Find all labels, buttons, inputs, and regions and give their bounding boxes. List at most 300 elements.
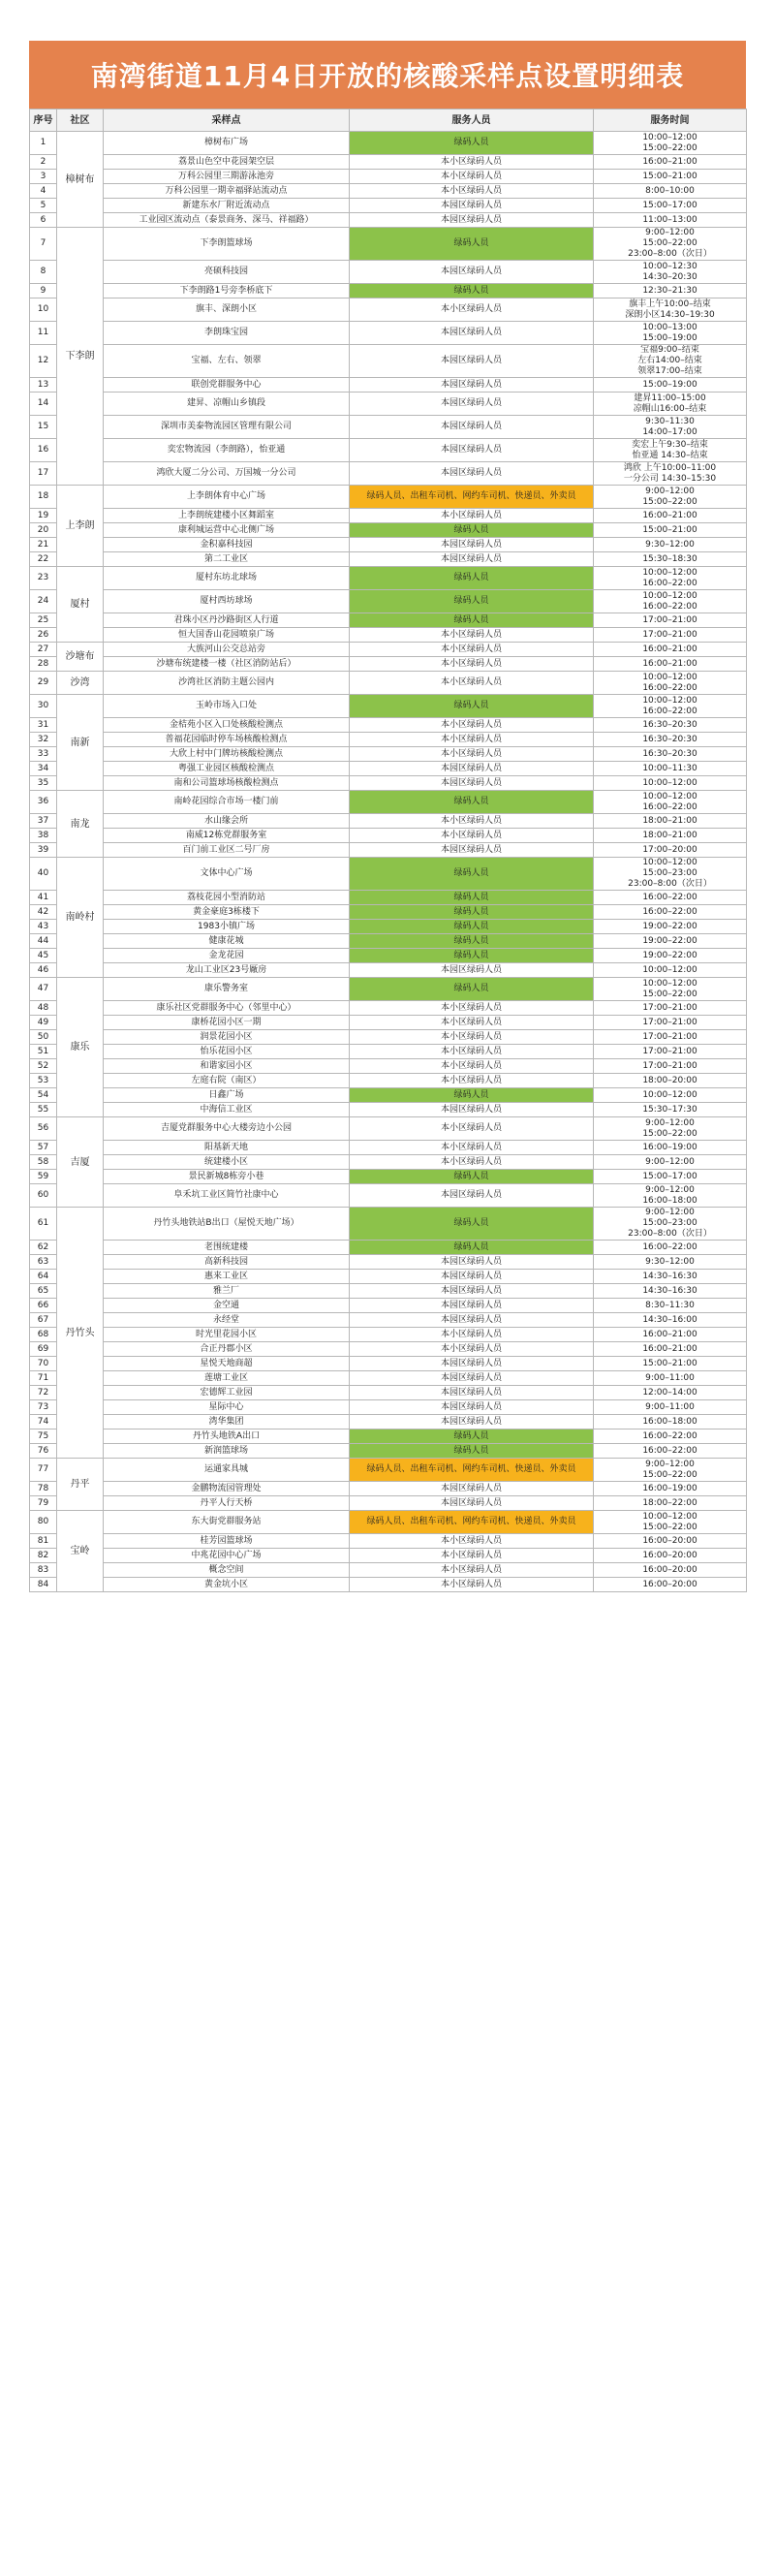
site-cell: 惠来工业区 xyxy=(104,1270,350,1284)
site-cell: 康桥花园小区一期 xyxy=(104,1016,350,1030)
table-row xyxy=(30,1284,747,1299)
time-cell: 16:00–18:00 xyxy=(594,1415,747,1429)
site-cell: 阜禾坑工业区简竹社康中心 xyxy=(104,1184,350,1208)
table-row xyxy=(30,1045,747,1059)
site-cell: 康乐警务室 xyxy=(104,978,350,1001)
time-cell: 19:00–22:00 xyxy=(594,934,747,949)
staff-cell: 本小区绿码人员 xyxy=(350,1155,594,1170)
site-cell: 永经堂 xyxy=(104,1313,350,1328)
site-cell: 樟树布广场 xyxy=(104,132,350,155)
time-cell: 9:00–12:00 xyxy=(594,1155,747,1170)
row-number: 17 xyxy=(30,462,57,486)
row-number: 27 xyxy=(30,643,57,657)
table-row xyxy=(30,1459,747,1482)
staff-cell: 绿码人员 xyxy=(350,1429,594,1444)
table-row xyxy=(30,1103,747,1117)
time-cell: 18:00–22:00 xyxy=(594,1496,747,1511)
table-row xyxy=(30,1578,747,1592)
time-cell: 15:00–21:00 xyxy=(594,1357,747,1371)
time-cell: 16:00–20:00 xyxy=(594,1578,747,1592)
community-cell: 康乐 xyxy=(57,978,104,1117)
table-row xyxy=(30,920,747,934)
row-number: 57 xyxy=(30,1141,57,1155)
staff-cell: 本小区绿码人员 xyxy=(350,1074,594,1088)
site-cell: 普福花园临时停车场核酸检测点 xyxy=(104,733,350,747)
row-number: 35 xyxy=(30,776,57,791)
table-row xyxy=(30,155,747,170)
site-cell: 荔景山色空中花园架空层 xyxy=(104,155,350,170)
staff-cell: 本小区绿码人员 xyxy=(350,1563,594,1578)
row-number: 14 xyxy=(30,393,57,416)
table-row xyxy=(30,552,747,567)
time-cell: 16:00–21:00 xyxy=(594,657,747,672)
site-cell: 丹竹头地铁A出口 xyxy=(104,1429,350,1444)
time-cell: 15:30–17:30 xyxy=(594,1103,747,1117)
table-row xyxy=(30,393,747,416)
time-cell: 9:00–12:00 15:00–22:00 xyxy=(594,1117,747,1141)
table-row xyxy=(30,322,747,345)
table-row xyxy=(30,1357,747,1371)
time-cell: 16:00–22:00 xyxy=(594,1429,747,1444)
table-row xyxy=(30,184,747,199)
time-cell: 10:00–12:00 16:00–22:00 xyxy=(594,590,747,613)
site-cell: 建昇、凉帽山乡镇段 xyxy=(104,393,350,416)
staff-cell: 绿码人员 xyxy=(350,567,594,590)
staff-cell: 本小区绿码人员 xyxy=(350,1578,594,1592)
table-row xyxy=(30,1371,747,1386)
table-row xyxy=(30,1270,747,1284)
row-number: 20 xyxy=(30,523,57,538)
site-cell: 星悦天地商超 xyxy=(104,1357,350,1371)
table-row xyxy=(30,378,747,393)
time-cell: 16:00–20:00 xyxy=(594,1563,747,1578)
site-cell: 中海信工业区 xyxy=(104,1103,350,1117)
row-number: 54 xyxy=(30,1088,57,1103)
table-row xyxy=(30,934,747,949)
site-cell: 万科公园里一期幸福驿站流动点 xyxy=(104,184,350,199)
site-cell: 第二工业区 xyxy=(104,552,350,567)
community-cell: 南新 xyxy=(57,695,104,791)
table-row xyxy=(30,1400,747,1415)
time-cell: 10:00–12:00 16:00–22:00 xyxy=(594,672,747,695)
staff-cell: 本园区绿码人员 xyxy=(350,1371,594,1386)
community-cell: 上李朗 xyxy=(57,486,104,567)
site-cell: 统建楼小区 xyxy=(104,1155,350,1170)
site-cell: 工业园区流动点（泰景商务、深马、祥福路） xyxy=(104,213,350,228)
row-number: 81 xyxy=(30,1534,57,1549)
row-number: 62 xyxy=(30,1241,57,1255)
table-row xyxy=(30,791,747,814)
row-number: 58 xyxy=(30,1155,57,1170)
table-row xyxy=(30,905,747,920)
row-number: 41 xyxy=(30,891,57,905)
time-cell: 12:30–21:30 xyxy=(594,284,747,298)
table-row xyxy=(30,1030,747,1045)
table-row xyxy=(30,1059,747,1074)
staff-cell: 本小区绿码人员 xyxy=(350,170,594,184)
staff-cell: 绿码人员 xyxy=(350,590,594,613)
staff-cell: 本园区绿码人员 xyxy=(350,1270,594,1284)
time-cell: 12:00–14:00 xyxy=(594,1386,747,1400)
time-cell: 9:00–12:00 15:00–22:00 23:00–8:00（次日） xyxy=(594,228,747,261)
site-cell: 上李朗统建楼小区舞蹈室 xyxy=(104,509,350,523)
staff-cell: 本小区绿码人员 xyxy=(350,718,594,733)
staff-cell: 本小区绿码人员 xyxy=(350,814,594,829)
staff-cell: 绿码人员 xyxy=(350,949,594,963)
site-cell: 合正丹郡小区 xyxy=(104,1342,350,1357)
staff-cell: 本园区绿码人员 xyxy=(350,1255,594,1270)
staff-cell: 本园区绿码人员 xyxy=(350,1386,594,1400)
staff-cell: 本园区绿码人员 xyxy=(350,213,594,228)
row-number: 11 xyxy=(30,322,57,345)
table-row xyxy=(30,829,747,843)
row-number: 80 xyxy=(30,1511,57,1534)
time-cell: 9:00–12:00 15:00–22:00 xyxy=(594,1459,747,1482)
site-cell: 沙塘布统建楼一楼（社区消防站后） xyxy=(104,657,350,672)
site-cell: 莲塘工业区 xyxy=(104,1371,350,1386)
row-number: 77 xyxy=(30,1459,57,1482)
table-row xyxy=(30,439,747,462)
table-row xyxy=(30,1208,747,1241)
community-cell: 下李朗 xyxy=(57,228,104,486)
row-number: 47 xyxy=(30,978,57,1001)
community-cell: 南龙 xyxy=(57,791,104,858)
row-number: 15 xyxy=(30,416,57,439)
staff-cell: 绿码人员 xyxy=(350,1170,594,1184)
time-cell: 16:00–19:00 xyxy=(594,1482,747,1496)
staff-cell: 本园区绿码人员 xyxy=(350,1496,594,1511)
time-cell: 15:00–21:00 xyxy=(594,523,747,538)
site-cell: 康乐社区党群服务中心（邻里中心） xyxy=(104,1001,350,1016)
site-cell: 文体中心广场 xyxy=(104,858,350,891)
row-number: 13 xyxy=(30,378,57,393)
time-cell: 16:00–21:00 xyxy=(594,155,747,170)
time-cell: 9:00–11:00 xyxy=(594,1371,747,1386)
site-cell: 新建东水厂附近流动点 xyxy=(104,199,350,213)
site-cell: 上李朗体育中心广场 xyxy=(104,486,350,509)
site-cell: 粤强工业园区核酸检测点 xyxy=(104,762,350,776)
staff-cell: 本小区绿码人员 xyxy=(350,1045,594,1059)
time-cell: 15:00–19:00 xyxy=(594,378,747,393)
row-number: 2 xyxy=(30,155,57,170)
row-number: 32 xyxy=(30,733,57,747)
row-number: 65 xyxy=(30,1284,57,1299)
site-cell: 君珠小区丹沙路街区人行道 xyxy=(104,613,350,628)
table-row xyxy=(30,1511,747,1534)
row-number: 33 xyxy=(30,747,57,762)
time-cell: 16:30–20:30 xyxy=(594,718,747,733)
staff-cell: 绿码人员、出租车司机、网约车司机、快递员、外卖员 xyxy=(350,1511,594,1534)
time-cell: 10:00–12:00 16:00–22:00 xyxy=(594,695,747,718)
site-cell: 新润篮球场 xyxy=(104,1444,350,1459)
site-cell: 下李朗路1号旁李桥底下 xyxy=(104,284,350,298)
row-number: 4 xyxy=(30,184,57,199)
time-cell: 11:00–13:00 xyxy=(594,213,747,228)
site-cell: 左庭右院（南区） xyxy=(104,1074,350,1088)
table-row xyxy=(30,416,747,439)
staff-cell: 本园区绿码人员 xyxy=(350,843,594,858)
time-cell: 18:00–21:00 xyxy=(594,814,747,829)
header-time: 服务时间 xyxy=(594,110,747,132)
site-cell: 金积嘉科技园 xyxy=(104,538,350,552)
table-row xyxy=(30,1482,747,1496)
row-number: 6 xyxy=(30,213,57,228)
site-cell: 东大街党群服务站 xyxy=(104,1511,350,1534)
site-cell: 运通家具城 xyxy=(104,1459,350,1482)
row-number: 39 xyxy=(30,843,57,858)
row-number: 69 xyxy=(30,1342,57,1357)
staff-cell: 本园区绿码人员 xyxy=(350,762,594,776)
table-row xyxy=(30,1429,747,1444)
staff-cell: 本小区绿码人员 xyxy=(350,184,594,199)
row-number: 31 xyxy=(30,718,57,733)
time-cell: 19:00–22:00 xyxy=(594,920,747,934)
time-cell: 9:30–12:00 xyxy=(594,1255,747,1270)
table-row xyxy=(30,1074,747,1088)
table-row xyxy=(30,213,747,228)
site-cell: 黄金坑小区 xyxy=(104,1578,350,1592)
time-cell: 10:00–12:00 xyxy=(594,1088,747,1103)
time-cell: 15:30–18:30 xyxy=(594,552,747,567)
table-row xyxy=(30,1001,747,1016)
site-cell: 宝福、左右、领翠 xyxy=(104,345,350,378)
site-cell: 时光里花园小区 xyxy=(104,1328,350,1342)
staff-cell: 本园区绿码人员 xyxy=(350,393,594,416)
header-site: 采样点 xyxy=(104,110,350,132)
site-cell: 大族河山公交总站旁 xyxy=(104,643,350,657)
table-row xyxy=(30,1088,747,1103)
row-number: 64 xyxy=(30,1270,57,1284)
staff-cell: 本小区绿码人员 xyxy=(350,1141,594,1155)
row-number: 60 xyxy=(30,1184,57,1208)
staff-cell: 本小区绿码人员 xyxy=(350,733,594,747)
row-number: 49 xyxy=(30,1016,57,1030)
site-cell: 旗丰、深朗小区 xyxy=(104,298,350,322)
time-cell: 9:00–11:00 xyxy=(594,1400,747,1415)
staff-cell: 绿码人员 xyxy=(350,695,594,718)
time-cell: 10:00–12:30 14:30–20:30 xyxy=(594,261,747,284)
row-number: 34 xyxy=(30,762,57,776)
row-number: 10 xyxy=(30,298,57,322)
staff-cell: 本园区绿码人员 xyxy=(350,963,594,978)
community-cell: 吉厦 xyxy=(57,1117,104,1208)
table-row xyxy=(30,891,747,905)
time-cell: 16:00–21:00 xyxy=(594,509,747,523)
site-cell: 概念空间 xyxy=(104,1563,350,1578)
time-cell: 10:00–12:00 16:00–22:00 xyxy=(594,567,747,590)
site-cell: 南岭花园综合市场一楼门前 xyxy=(104,791,350,814)
table-row xyxy=(30,1313,747,1328)
staff-cell: 绿码人员、出租车司机、网约车司机、快递员、外卖员 xyxy=(350,486,594,509)
site-cell: 1983小镇广场 xyxy=(104,920,350,934)
table-row xyxy=(30,949,747,963)
time-cell: 9:30–12:00 xyxy=(594,538,747,552)
time-cell: 10:00–12:00 15:00–22:00 xyxy=(594,1511,747,1534)
time-cell: 鸿欣 上午10:00–11:00 一分公司 14:30–15:30 xyxy=(594,462,747,486)
staff-cell: 本小区绿码人员 xyxy=(350,298,594,322)
row-number: 73 xyxy=(30,1400,57,1415)
community-cell: 厦村 xyxy=(57,567,104,643)
table-row xyxy=(30,814,747,829)
header-no: 序号 xyxy=(30,110,57,132)
site-cell: 水山缘会所 xyxy=(104,814,350,829)
time-cell: 16:00–21:00 xyxy=(594,643,747,657)
staff-cell: 本园区绿码人员 xyxy=(350,416,594,439)
staff-cell: 绿码人员 xyxy=(350,132,594,155)
site-cell: 联创党群服务中心 xyxy=(104,378,350,393)
row-number: 68 xyxy=(30,1328,57,1342)
site-cell: 湾华集团 xyxy=(104,1415,350,1429)
staff-cell: 绿码人员 xyxy=(350,978,594,1001)
table-row xyxy=(30,978,747,1001)
time-cell: 建昇11:00–15:00 凉帽山16:00–结束 xyxy=(594,393,747,416)
row-number: 76 xyxy=(30,1444,57,1459)
site-cell: 金桔苑小区入口处核酸检测点 xyxy=(104,718,350,733)
staff-cell: 绿码人员、出租车司机、网约车司机、快递员、外卖员 xyxy=(350,1459,594,1482)
site-cell: 吉厦党群服务中心大楼旁边小公园 xyxy=(104,1117,350,1141)
staff-cell: 本小区绿码人员 xyxy=(350,643,594,657)
site-cell: 康利城运营中心北侧广场 xyxy=(104,523,350,538)
table-row xyxy=(30,1342,747,1357)
time-cell: 10:00–12:00 15:00–23:00 23:00–8:00（次日） xyxy=(594,858,747,891)
row-number: 63 xyxy=(30,1255,57,1270)
site-cell: 金龙花园 xyxy=(104,949,350,963)
row-number: 29 xyxy=(30,672,57,695)
table-row xyxy=(30,298,747,322)
row-number: 16 xyxy=(30,439,57,462)
time-cell: 19:00–22:00 xyxy=(594,949,747,963)
time-cell: 15:00–21:00 xyxy=(594,170,747,184)
row-number: 5 xyxy=(30,199,57,213)
time-cell: 14:30–16:30 xyxy=(594,1270,747,1284)
row-number: 24 xyxy=(30,590,57,613)
staff-cell: 本小区绿码人员 xyxy=(350,1117,594,1141)
time-cell: 16:00–20:00 xyxy=(594,1534,747,1549)
row-number: 22 xyxy=(30,552,57,567)
time-cell: 16:00–21:00 xyxy=(594,1342,747,1357)
table-row xyxy=(30,1299,747,1313)
staff-cell: 本园区绿码人员 xyxy=(350,439,594,462)
row-number: 83 xyxy=(30,1563,57,1578)
row-number: 30 xyxy=(30,695,57,718)
row-number: 71 xyxy=(30,1371,57,1386)
site-cell: 日鑫广场 xyxy=(104,1088,350,1103)
table-row xyxy=(30,170,747,184)
time-cell: 16:00–20:00 xyxy=(594,1549,747,1563)
site-cell: 恒大国香山花园喷泉广场 xyxy=(104,628,350,643)
sampling-points-table xyxy=(29,109,747,1592)
site-cell: 李朗珠宝园 xyxy=(104,322,350,345)
table-row xyxy=(30,1170,747,1184)
table-row xyxy=(30,590,747,613)
table-row xyxy=(30,858,747,891)
row-number: 56 xyxy=(30,1117,57,1141)
row-number: 70 xyxy=(30,1357,57,1371)
row-number: 7 xyxy=(30,228,57,261)
staff-cell: 绿码人员 xyxy=(350,613,594,628)
time-cell: 10:00–12:00 16:00–22:00 xyxy=(594,791,747,814)
staff-cell: 本小区绿码人员 xyxy=(350,1016,594,1030)
row-number: 79 xyxy=(30,1496,57,1511)
row-number: 25 xyxy=(30,613,57,628)
row-number: 53 xyxy=(30,1074,57,1088)
community-cell: 樟树布 xyxy=(57,132,104,228)
time-cell: 10:00–13:00 15:00–19:00 xyxy=(594,322,747,345)
row-number: 40 xyxy=(30,858,57,891)
staff-cell: 绿码人员 xyxy=(350,858,594,891)
staff-cell: 绿码人员 xyxy=(350,891,594,905)
staff-cell: 本小区绿码人员 xyxy=(350,1059,594,1074)
table-row xyxy=(30,1496,747,1511)
time-cell: 17:00–21:00 xyxy=(594,1045,747,1059)
table-row xyxy=(30,261,747,284)
staff-cell: 绿码人员 xyxy=(350,791,594,814)
staff-cell: 本园区绿码人员 xyxy=(350,1284,594,1299)
table-row xyxy=(30,1016,747,1030)
time-cell: 10:00–11:30 xyxy=(594,762,747,776)
time-cell: 17:00–21:00 xyxy=(594,1016,747,1030)
time-cell: 16:00–22:00 xyxy=(594,905,747,920)
community-cell: 丹竹头 xyxy=(57,1208,104,1459)
staff-cell: 本园区绿码人员 xyxy=(350,1400,594,1415)
site-cell: 老围统建楼 xyxy=(104,1241,350,1255)
table-row xyxy=(30,762,747,776)
staff-cell: 本园区绿码人员 xyxy=(350,1313,594,1328)
staff-cell: 本园区绿码人员 xyxy=(350,1299,594,1313)
table-row xyxy=(30,843,747,858)
community-cell: 丹平 xyxy=(57,1459,104,1511)
site-cell: 和谐家园小区 xyxy=(104,1059,350,1074)
staff-cell: 本小区绿码人员 xyxy=(350,829,594,843)
time-cell: 18:00–20:00 xyxy=(594,1074,747,1088)
row-number: 45 xyxy=(30,949,57,963)
site-cell: 亮硕科技园 xyxy=(104,261,350,284)
row-number: 52 xyxy=(30,1059,57,1074)
row-number: 61 xyxy=(30,1208,57,1241)
row-number: 59 xyxy=(30,1170,57,1184)
staff-cell: 绿码人员 xyxy=(350,934,594,949)
staff-cell: 本小区绿码人员 xyxy=(350,1030,594,1045)
row-number: 67 xyxy=(30,1313,57,1328)
table-row xyxy=(30,1255,747,1270)
table-row xyxy=(30,228,747,261)
time-cell: 17:00–20:00 xyxy=(594,843,747,858)
page-title: 南湾街道11月4日开放的核酸采样点设置明细表 xyxy=(29,41,746,109)
staff-cell: 本小区绿码人员 xyxy=(350,155,594,170)
site-cell: 南和公司篮球场核酸检测点 xyxy=(104,776,350,791)
staff-cell: 本园区绿码人员 xyxy=(350,462,594,486)
staff-cell: 本小区绿码人员 xyxy=(350,1001,594,1016)
table-row xyxy=(30,1563,747,1578)
community-cell: 宝岭 xyxy=(57,1511,104,1592)
staff-cell: 本小区绿码人员 xyxy=(350,509,594,523)
table-row xyxy=(30,538,747,552)
row-number: 26 xyxy=(30,628,57,643)
row-number: 46 xyxy=(30,963,57,978)
site-cell: 丹平人行天桥 xyxy=(104,1496,350,1511)
row-number: 75 xyxy=(30,1429,57,1444)
table-row xyxy=(30,509,747,523)
site-cell: 奕宏物流园（李朗路），怡亚通 xyxy=(104,439,350,462)
row-number: 1 xyxy=(30,132,57,155)
community-cell: 沙湾 xyxy=(57,672,104,695)
staff-cell: 绿码人员 xyxy=(350,1444,594,1459)
time-cell: 16:00–22:00 xyxy=(594,1444,747,1459)
row-number: 38 xyxy=(30,829,57,843)
staff-cell: 本园区绿码人员 xyxy=(350,199,594,213)
site-cell: 星际中心 xyxy=(104,1400,350,1415)
row-number: 84 xyxy=(30,1578,57,1592)
